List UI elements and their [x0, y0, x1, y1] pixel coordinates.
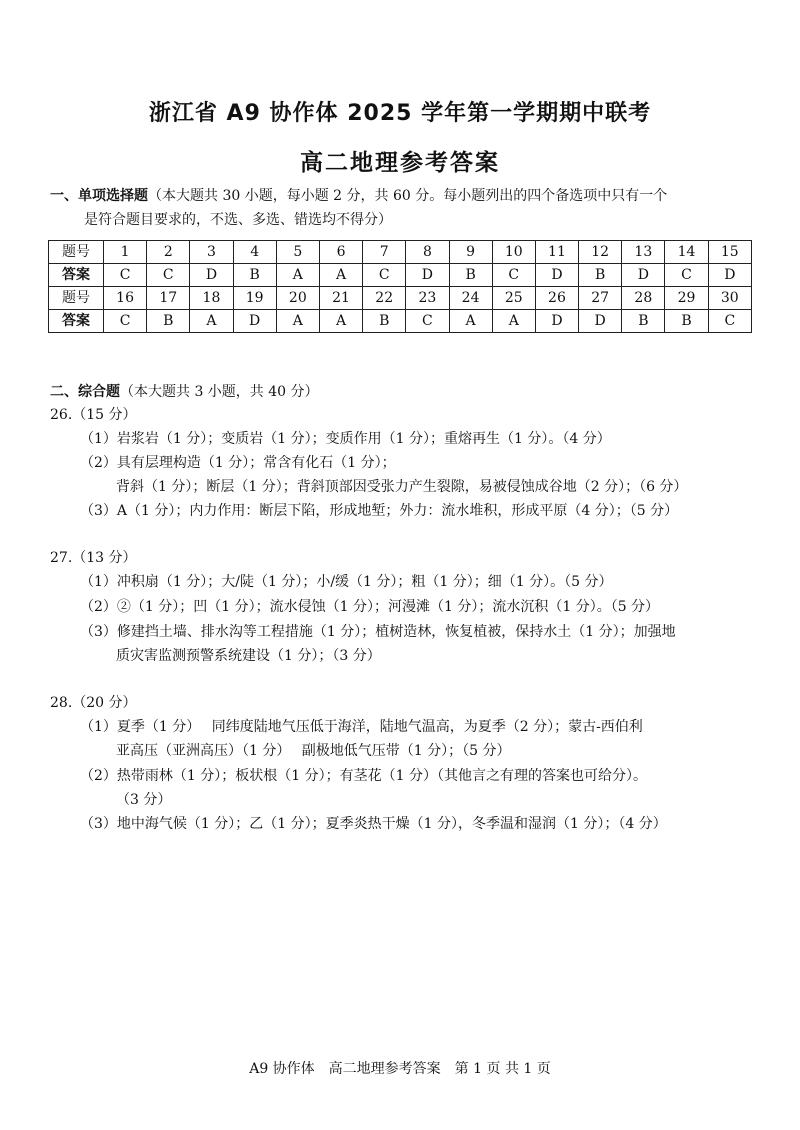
- q26-answer-line: （3）A（1 分）；内力作用：断层下陷，形成地堑；外力：流水堆积，形成平原（4 分）；（5 分）: [80, 503, 679, 519]
- question-number: 15: [708, 241, 751, 264]
- q28-answer-line: （3）地中海气候（1 分）；乙（1 分）；夏季炎热干燥（1 分），冬季温和湿润（1 分）；（4 分）: [80, 816, 667, 832]
- answer-cell: C: [406, 310, 449, 333]
- question-number: 6: [319, 241, 362, 264]
- question-number: 7: [363, 241, 406, 264]
- answer-cell: A: [276, 264, 319, 287]
- section2-label: 二、综合题: [50, 384, 120, 400]
- section1-desc: （本大题共 30 小题，每小题 2 分，共 60 分。每小题列出的四个备选项中只有一个: [148, 188, 668, 204]
- answer-cell: C: [708, 310, 751, 333]
- question-number: 29: [665, 287, 708, 310]
- q28-answer-line: （2）热带雨林（1 分）；板状根（1 分）；有茎花（1 分）（其他言之有理的答案也可给分）。: [80, 768, 647, 784]
- answer-cell: B: [147, 310, 190, 333]
- q28-heading: 28.（20 分）: [50, 695, 137, 711]
- answer-cell: D: [190, 264, 233, 287]
- table-row-answers-2: [49, 310, 752, 333]
- question-number: 26: [535, 287, 578, 310]
- question-number: 4: [233, 241, 276, 264]
- answer-cell: D: [535, 310, 578, 333]
- document-title: 浙江省 A9 协作体 2025 学年第一学期期中联考: [148, 101, 652, 126]
- question-number: 28: [622, 287, 665, 310]
- answer-cell: C: [363, 264, 406, 287]
- row-label: 答案: [49, 264, 104, 287]
- answer-cell: B: [233, 264, 276, 287]
- question-number: 23: [406, 287, 449, 310]
- question-number: 25: [492, 287, 535, 310]
- answer-cell: B: [665, 310, 708, 333]
- q28-answer-line: 亚高压（亚洲高压）（1 分） 副极地低气压带（1 分）；（5 分）: [116, 743, 511, 759]
- answer-cell: B: [363, 310, 406, 333]
- question-number: 12: [579, 241, 622, 264]
- table-row-answers-1: [49, 264, 752, 287]
- answer-cell: A: [449, 310, 492, 333]
- section2-heading: [50, 381, 760, 404]
- answer-cell: C: [104, 310, 147, 333]
- question-number: 22: [363, 287, 406, 310]
- question-number: 13: [622, 241, 665, 264]
- table-row-numbers-2: [49, 287, 752, 310]
- q26-heading: 26.（15 分）: [50, 407, 137, 423]
- q27-answer-line: 质灾害监测预警系统建设（1 分）；（3 分）: [116, 648, 381, 664]
- section1-heading: [50, 185, 760, 208]
- answer-cell: D: [708, 264, 751, 287]
- answer-cell: A: [319, 310, 362, 333]
- answer-cell: B: [449, 264, 492, 287]
- answer-cell: D: [406, 264, 449, 287]
- document-subtitle: 高二地理参考答案: [300, 150, 500, 176]
- question-number: 2: [147, 241, 190, 264]
- page-footer: A9 协作体 高二地理参考答案 第 1 页 共 1 页: [249, 1061, 551, 1077]
- answer-cell: D: [535, 264, 578, 287]
- table-row-numbers-1: [49, 241, 752, 264]
- answer-cell: A: [276, 310, 319, 333]
- section1-desc-line2: 是符合题目要求的，不选、多选、错选均不得分）: [84, 212, 392, 228]
- answer-cell: D: [622, 264, 665, 287]
- q26-answer-line: （2）具有层理构造（1 分）；常含有化石（1 分）；: [80, 455, 396, 471]
- question-number: 5: [276, 241, 319, 264]
- answer-cell: D: [579, 310, 622, 333]
- answer-cell: B: [579, 264, 622, 287]
- section2-desc: （本大题共 3 小题，共 40 分）: [120, 384, 319, 400]
- q28-answer-line: （3 分）: [116, 792, 172, 808]
- question-number: 8: [406, 241, 449, 264]
- question-number: 3: [190, 241, 233, 264]
- q27-answer-line: （3）修建挡土墙、排水沟等工程措施（1 分）；植树造林，恢复植被，保持水土（1 分）；加强地: [80, 624, 676, 640]
- question-number: 30: [708, 287, 751, 310]
- question-number: 10: [492, 241, 535, 264]
- question-number: 11: [535, 241, 578, 264]
- answer-cell: A: [492, 310, 535, 333]
- question-number: 19: [233, 287, 276, 310]
- answer-cell: C: [104, 264, 147, 287]
- answer-cell: C: [665, 264, 708, 287]
- question-number: 16: [104, 287, 147, 310]
- q27-answer-line: （1）冲积扇（1 分）；大/陡（1 分）；小/缓（1 分）；粗（1 分）；细（1 分）。（5 分）: [80, 574, 613, 590]
- answer-cell: A: [319, 264, 362, 287]
- question-number: 20: [276, 287, 319, 310]
- q28-answer-line: （1）夏季（1 分） 同纬度陆地气压低于海洋，陆地气温高，为夏季（2 分）；蒙古-西伯利: [80, 719, 643, 735]
- answer-cell: C: [147, 264, 190, 287]
- row-label: 答案: [49, 310, 104, 333]
- q27-heading: 27.（13 分）: [50, 550, 137, 566]
- question-number: 18: [190, 287, 233, 310]
- answer-cell: B: [622, 310, 665, 333]
- q26-answer-line: 背斜（1 分）；断层（1 分）；背斜顶部因受张力产生裂隙，易被侵蚀成谷地（2 分）；（6 分）: [116, 479, 688, 495]
- answer-cell: A: [190, 310, 233, 333]
- q26-answer-line: （1）岩浆岩（1 分）；变质岩（1 分）；变质作用（1 分）；重熔再生（1 分）。（4 分）: [80, 431, 611, 447]
- answer-cell: C: [492, 264, 535, 287]
- answer-table: [48, 240, 752, 333]
- question-number: 27: [579, 287, 622, 310]
- question-number: 24: [449, 287, 492, 310]
- row-label: 题号: [49, 241, 104, 264]
- question-number: 9: [449, 241, 492, 264]
- q27-answer-line: （2）②（1 分）；凹（1 分）；流水侵蚀（1 分）；河漫滩（1 分）；流水沉积（1 分）。（5 分）: [80, 599, 660, 615]
- row-label: 题号: [49, 287, 104, 310]
- question-number: 1: [104, 241, 147, 264]
- question-number: 17: [147, 287, 190, 310]
- section1-label: 一、单项选择题: [50, 188, 148, 204]
- question-number: 21: [319, 287, 362, 310]
- answer-cell: D: [233, 310, 276, 333]
- question-number: 14: [665, 241, 708, 264]
